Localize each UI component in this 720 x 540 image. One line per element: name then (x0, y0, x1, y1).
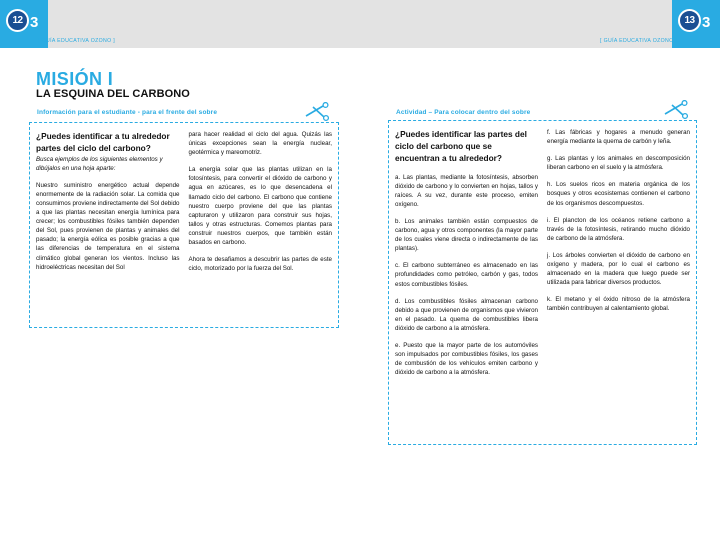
activity-item: f. Las fábricas y hogares a menudo generan energía mediante la quema de carbón y leña. (547, 129, 690, 146)
right-box-column-1 (395, 128, 538, 438)
ozone-logo-digit-right: 3 (702, 14, 711, 31)
activity-item: i. El plancton de los océanos retiene carbono a través de la fotosíntesis, retirando mucho dióxido de carbono de la atmósfera. (547, 216, 690, 242)
right-box-column-2 (547, 128, 690, 438)
activity-item: c. El carbono subterráneo es almacenado en las profundidades como petróleo, carbón y gas, todos estos combustibles fósiles. (395, 262, 538, 288)
ozone-logo-digit-left: 3 (30, 14, 39, 31)
page-subtitle: LA ESQUINA DEL CARBONO (36, 88, 190, 100)
ozone-logo-right (678, 9, 716, 39)
activity-item: g. Las plantas y los animales en descomposición liberan carbono en el suelo y la atmósfera. (547, 155, 690, 172)
left-box-paragraph: Ahora te desafiamos a descubrir las partes de este ciclo, motorizado por la fuerza del Sol. (188, 256, 332, 273)
activity-item: e. Puesto que la mayor parte de los automóviles son impulsados por combustibles fósiles, los gases de combustión de los vehículos emiten carbono y dióxido de carbono a la atmósfera. (395, 342, 538, 377)
brand-tag-left: [ GUÍA EDUCATIVA OZONO ] (38, 38, 116, 44)
left-box-heading: ¿Puedes identificar a tu alrededor partes del ciclo del carbono? (36, 131, 170, 154)
caption-activity: Actividad – Para colocar dentro del sobre (396, 109, 531, 116)
student-info-cutout-box (29, 122, 339, 328)
page-number-badge-left: 12 (6, 9, 29, 32)
activity-item: d. Los combustibles fósiles almacenan carbono debido a que provienen de organismos que vivieron en el pasado. La quema de combustibles libera dióxido de carbono a la atmósfera. (395, 297, 538, 332)
left-box-column-1 (36, 130, 180, 321)
logo-tile-right (672, 0, 720, 48)
left-box-instruction: Busca ejemplos de los siguientes elementos y dibújalos en una hoja aparte: (36, 156, 163, 172)
activity-item: h. Los suelos ricos en materia orgánica de los bosques y otros ecosistemas contienen el carbono de los organismos descompuestos. (547, 181, 690, 207)
brand-tag-right: [ GUÍA EDUCATIVA OZONO ] (600, 38, 678, 44)
activity-item: k. El metano y el óxido nitroso de la atmósfera también contribuyen al calentamiento global. (547, 296, 690, 313)
scissors-icon (304, 102, 330, 122)
activity-item: j. Los árboles convierten el dióxido de carbono en oxígeno y madera, por lo cual el carbono es almacenado en la madera que luego puede ser utilizada para fabricar diversos productos. (547, 251, 690, 287)
scissors-icon (663, 100, 689, 120)
left-box-paragraph: para hacer realidad el ciclo del agua. Quizás las únicas excepciones sean la energía nuclear, geotérmica y mareomotriz. (188, 131, 332, 157)
caption-student-info: Información para el estudiante - para el frente del sobre (37, 109, 218, 116)
activity-item: a. Las plantas, mediante la fotosíntesis, absorben dióxido de carbono y lo convierten en hojas, tallos y raíces. A su vez, durante este proceso, emiten oxígeno. (395, 173, 538, 208)
page-title: MISIÓN I (36, 69, 114, 89)
left-box-column-2 (189, 130, 333, 321)
page-number-badge-right: 13 (678, 9, 701, 32)
right-box-heading: ¿Puedes identificar las partes del ciclo del carbono que se encuentran a tu alrededor? (395, 129, 527, 164)
ozone-logo-left (6, 9, 44, 39)
activity-cutout-box (388, 120, 697, 445)
activity-item: b. Los animales también están compuestos de carbono, agua y otros componentes (la mayor parte de los cuales viene directa o indirectamente de las plantas). (395, 217, 538, 253)
left-box-paragraph: Nuestro suministro energético actual depende enormemente de la radiación solar. La comida que consumimos proviene indirectamente del Sol debido a que las plantas necesitan energía lumínica para crecer; los combustibles fósiles también dependen del Sol, pues provienen de plantas y animales del pasado; la energía eólica es posible gracias a que las diferencias de temperatura en el sistema climático global generan los vientos. Incluso las hidroeléctricas necesitan del Sol (36, 181, 180, 271)
left-box-paragraph: La energía solar que las plantas utilizan en la fotosíntesis, para convertir el dióxido de carbono y agua en azúcares, es lo que desencadena el llamado ciclo del carbono. El carbono que contiene nuestro cuerpo proviene del que las plantas capturaron y utilizaron para construir sus hojas, tallos y otras estructuras. Comemos plantas para construir nuestros cuerpos, que también están basados en carbono. (188, 166, 332, 247)
